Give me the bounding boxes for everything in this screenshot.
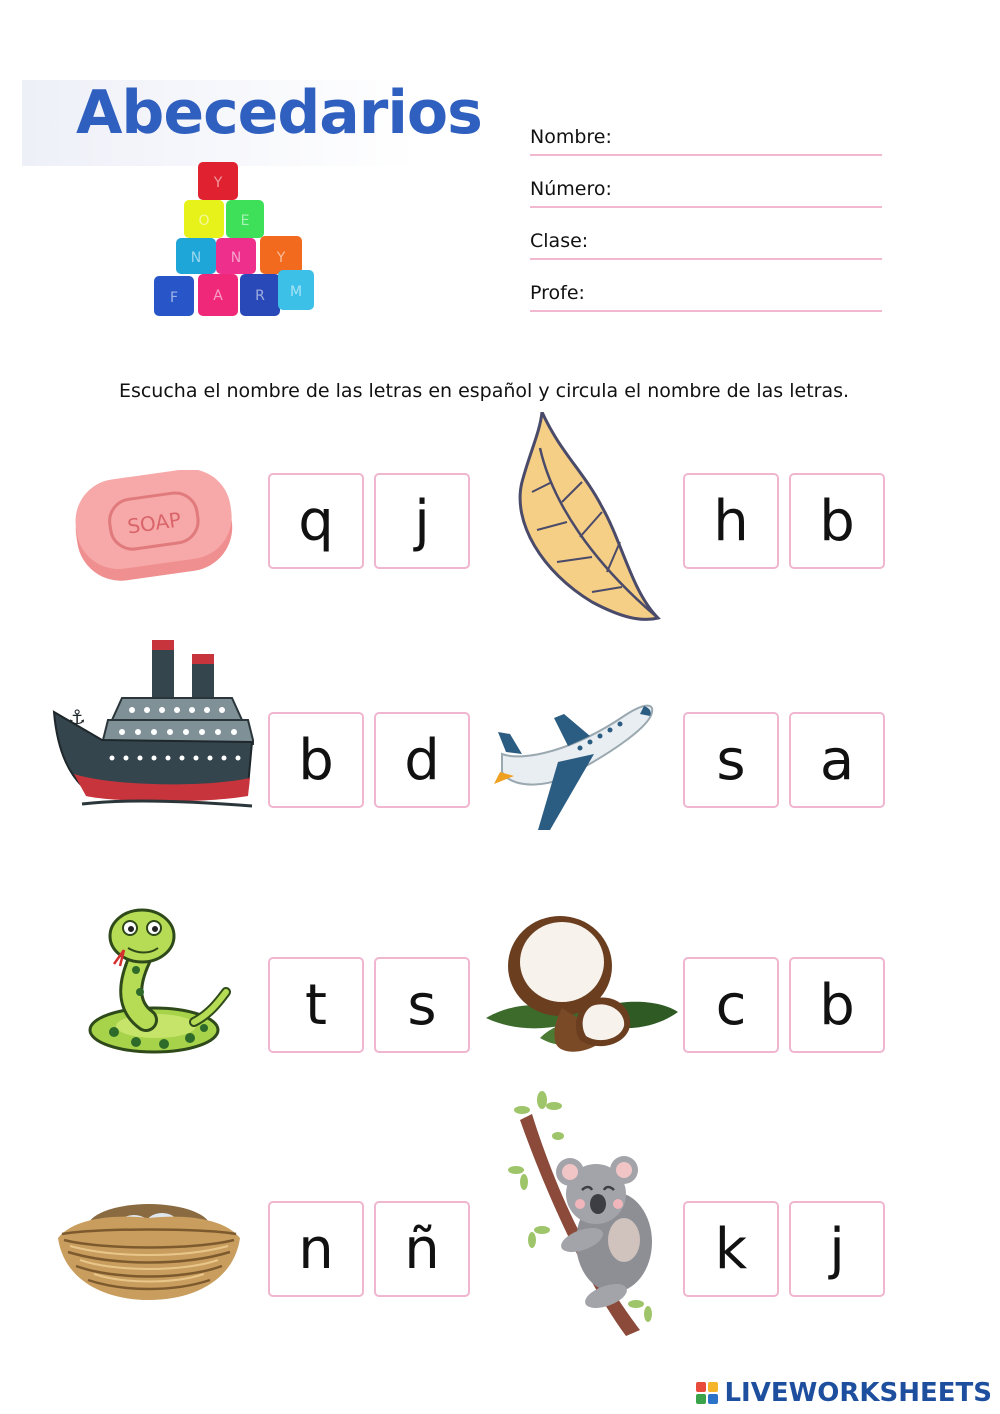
block-letter: M: [289, 284, 303, 300]
letter-option[interactable]: k: [683, 1201, 779, 1297]
page-title: Abecedarios: [76, 78, 482, 148]
letter-option[interactable]: s: [374, 957, 470, 1053]
snake-image: [84, 904, 234, 1056]
clase-label: Clase:: [530, 230, 589, 252]
profe-label: Profe:: [530, 282, 585, 304]
block-letter: A: [213, 288, 223, 304]
block-letter: Y: [276, 250, 286, 266]
ship-image: [52, 636, 254, 812]
soap-image: [70, 470, 238, 588]
nest-image: [54, 1188, 244, 1304]
svg-text:⚓: ⚓: [68, 705, 86, 729]
coconut-image: [480, 908, 680, 1058]
block-letter: Y: [213, 175, 223, 191]
block-letter: N: [230, 250, 242, 266]
letter-option[interactable]: q: [268, 473, 364, 569]
numero-label: Número:: [530, 178, 612, 200]
instruction-text: Escucha el nombre de las letras en español y circula el nombre de las letras.: [118, 380, 850, 402]
toy-blocks-image: [150, 158, 320, 320]
letter-option[interactable]: n: [268, 1201, 364, 1297]
liveworksheets-logo: [696, 1378, 992, 1408]
airplane-image: [494, 692, 656, 832]
nombre-label: Nombre:: [530, 126, 612, 148]
letter-option[interactable]: j: [374, 473, 470, 569]
letter-option[interactable]: ñ: [374, 1201, 470, 1297]
brand-name: LIVEWORKSHEETS: [724, 1378, 992, 1408]
nombre-field[interactable]: [530, 124, 882, 156]
letter-option[interactable]: a: [789, 712, 885, 808]
letter-option[interactable]: h: [683, 473, 779, 569]
letter-option[interactable]: t: [268, 957, 364, 1053]
block-letter: N: [190, 250, 202, 266]
letter-option[interactable]: c: [683, 957, 779, 1053]
block-letter: O: [198, 213, 210, 229]
letter-option[interactable]: j: [789, 1201, 885, 1297]
block-letter: R: [255, 288, 265, 304]
letter-option[interactable]: b: [789, 957, 885, 1053]
numero-field[interactable]: [530, 176, 882, 208]
leaf-image: [512, 412, 662, 624]
block-letter: F: [169, 290, 179, 306]
logo-icon: [696, 1382, 718, 1404]
profe-field[interactable]: [530, 280, 882, 312]
letter-option[interactable]: b: [268, 712, 364, 808]
koala-image: [502, 1090, 662, 1338]
soap-label: SOAP: [125, 507, 183, 539]
letter-option[interactable]: d: [374, 712, 470, 808]
clase-field[interactable]: [530, 228, 882, 260]
letter-option[interactable]: s: [683, 712, 779, 808]
letter-option[interactable]: b: [789, 473, 885, 569]
block-letter: E: [240, 213, 250, 229]
